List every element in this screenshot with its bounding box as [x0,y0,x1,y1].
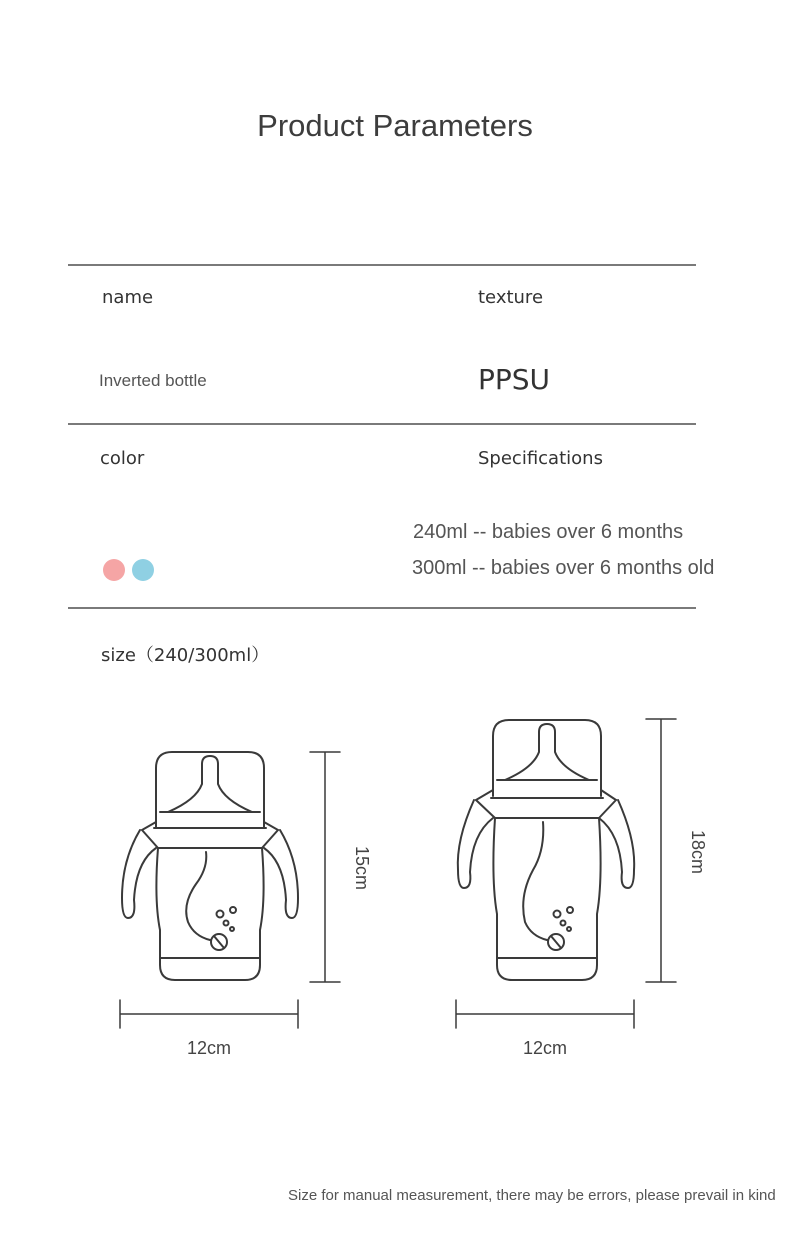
bottle-300-width: 12cm [523,1038,568,1058]
bottle-240-height: 15cm [352,846,372,891]
spec-300: 300ml -- babies over 6 months old [412,557,715,579]
spec-240: 240ml -- babies over 6 months [413,521,684,543]
bottle-240-illustration [122,752,298,980]
measurement-note: Size for manual measurement, there may be errors, please prevail in kind [288,1187,776,1204]
bottle-240-width: 12cm [187,1038,232,1058]
size-label: size（240/300ml） [101,645,270,666]
texture-value: PPSU [478,363,551,396]
bottle-300-height: 18cm [688,830,708,875]
name-value: Inverted bottle [99,371,207,390]
bottle-300-illustration [458,720,634,980]
specifications-label: Specifications [478,448,603,469]
color-label: color [100,448,145,469]
texture-label: texture [478,287,544,308]
page-title: Product Parameters [257,108,533,143]
name-label: name [102,287,154,308]
